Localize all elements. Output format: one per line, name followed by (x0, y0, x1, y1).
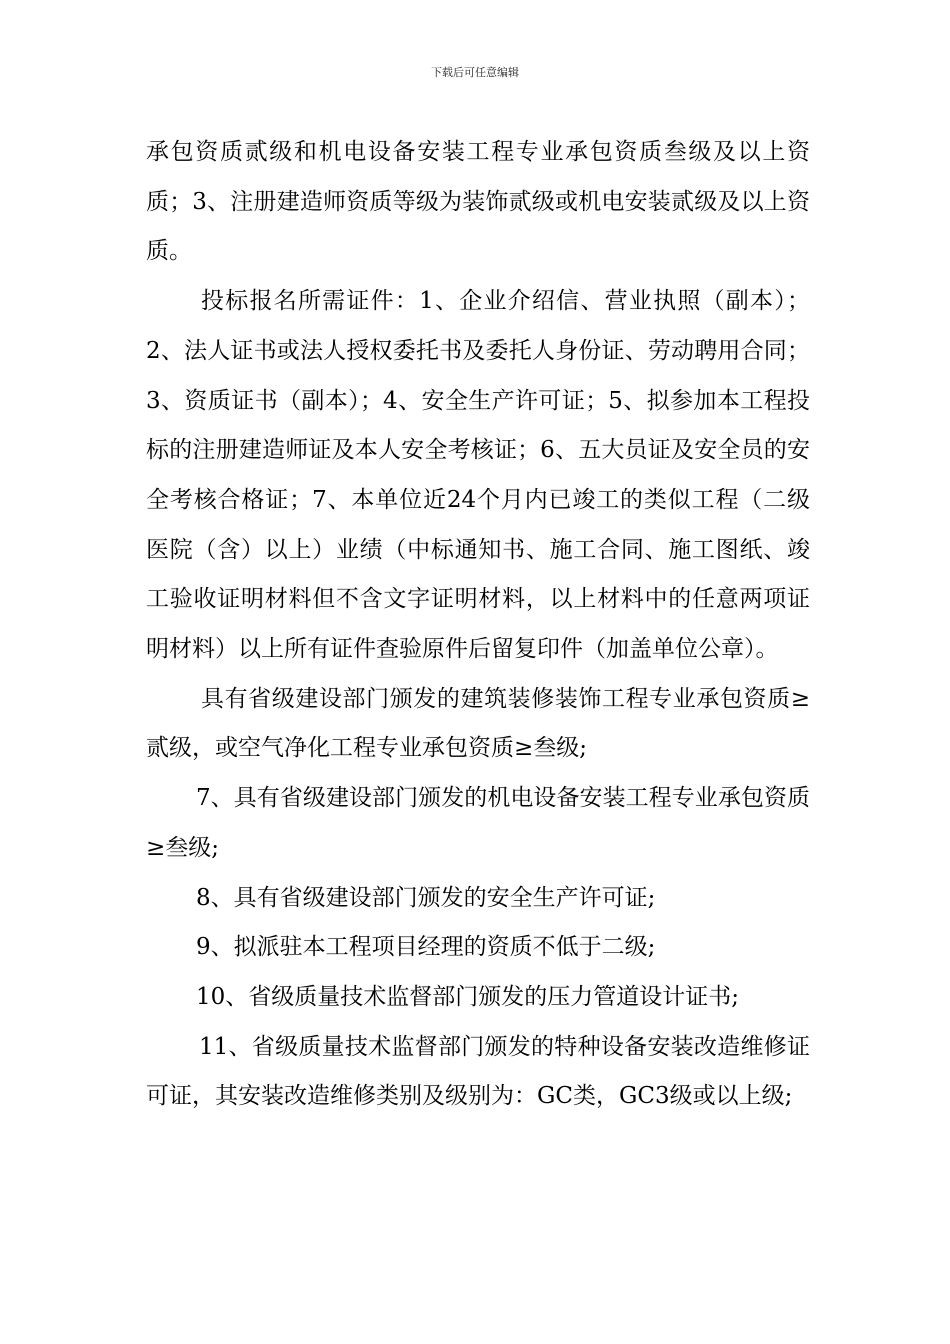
paragraph-decoration-qualification: 具有省级建设部门颁发的建筑装修装饰工程专业承包资质≥贰级，或空气净化工程专业承包资质≥叁级; (146, 685, 810, 762)
paragraph-bid-registration-documents: 投标报名所需证件：1、企业介绍信、营业执照（副本）；2、法人证书或法人授权委托书及委托人身份证、劳动聘用合同；3、资质证书（副本）；4、安全生产许可证；5、拟参加本工程投标的注册建造师证及本人安全考核证；6、五大员证及安全员的安全考核合格证；7、本单位近24个月内已竣工的类似工程（二级医院（含）以上）业绩（中标通知书、施工合同、施工图纸、竣工验收证明材料但不含文字证明材料，以上材料中的任意两项证明材料）以上所有证件查验原件后留复印件（加盖单位公章）。 (146, 288, 810, 663)
paragraph-qualification-continuation: 承包资质贰级和机电设备安装工程专业承包资质叁级及以上资质；3、注册建造师资质等级为装饰贰级或机电安装贰级及以上资质。 (146, 139, 810, 265)
paragraph-item-10: 10、省级质量技术监督部门颁发的压力管道设计证书; (196, 983, 740, 1010)
document-body (146, 128, 810, 1122)
paragraph-item-9: 9、拟派驻本工程项目经理的资质不低于二级; (196, 934, 656, 961)
paragraph-item-11: 11、省级质量技术监督部门颁发的特种设备安装改造维修证可证，其安装改造维修类别及级别为：GC类，GC3级或以上级; (146, 1033, 810, 1110)
page-header: 下载后可任意编辑 (431, 66, 519, 79)
paragraph-item-7: 7、具有省级建设部门颁发的机电设备安装工程专业承包资质≥叁级; (146, 785, 810, 861)
paragraph-item-8: 8、具有省级建设部门颁发的安全生产许可证; (196, 884, 656, 911)
